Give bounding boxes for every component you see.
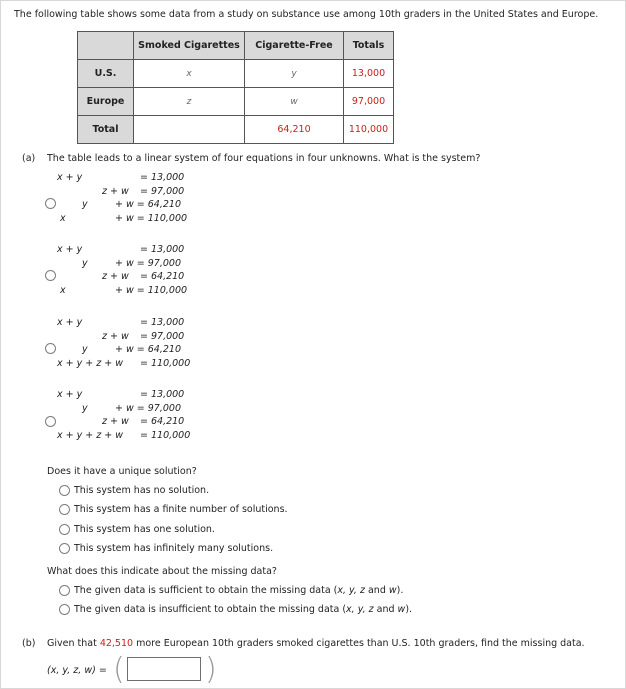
left-paren-icon: (	[113, 652, 125, 687]
answer-label: (x, y, z, w) =	[47, 665, 107, 676]
unique-option-1-radio[interactable]	[59, 485, 70, 496]
table-cell: y	[245, 60, 344, 88]
header-totals: Totals	[344, 32, 394, 60]
unique-question: Does it have a unique solution?	[47, 466, 197, 477]
system-option-4-radio[interactable]	[45, 416, 56, 427]
table-row	[78, 60, 394, 88]
part-a-label: (a)	[22, 153, 36, 164]
table-cell: 64,210	[245, 116, 344, 144]
part-b-label: (b)	[22, 638, 36, 649]
missing-question: What does this indicate about the missing data?	[47, 566, 277, 577]
table-cell: w	[245, 88, 344, 116]
row-label: Europe	[78, 88, 134, 116]
unique-option-2-label[interactable]: This system has a finite number of solutions.	[74, 504, 288, 515]
missing-option-2-radio[interactable]	[59, 604, 70, 615]
header-free: Cigarette-Free	[245, 32, 344, 60]
table-header-row	[78, 32, 394, 60]
unique-option-3-label[interactable]: This system has one solution.	[74, 524, 215, 535]
missing-option-1-radio[interactable]	[59, 585, 70, 596]
row-label: U.S.	[78, 60, 134, 88]
row-label: Total	[78, 116, 134, 144]
table-corner	[78, 32, 134, 60]
part-b-question: Given that 42,510 more European 10th graders smoked cigarettes than U.S. 10th graders, find the missing data.	[47, 638, 585, 649]
table-cell: 110,000	[344, 116, 394, 144]
unique-option-3-radio[interactable]	[59, 524, 70, 535]
unique-option-4-label[interactable]: This system has infinitely many solutions.	[74, 543, 274, 554]
table-cell: 13,000	[344, 60, 394, 88]
missing-option-2-label[interactable]: The given data is insufficient to obtain the missing data (x, y, z and w).	[74, 604, 413, 615]
unique-option-4-radio[interactable]	[59, 543, 70, 554]
header-smoked: Smoked Cigarettes	[134, 32, 245, 60]
highlight-value: 42,510	[99, 638, 134, 649]
table-cell: x	[134, 60, 245, 88]
table-row	[78, 88, 394, 116]
system-option-2-radio[interactable]	[45, 270, 56, 281]
right-paren-icon: )	[205, 652, 217, 687]
table-cell	[134, 116, 245, 144]
table-cell: 97,000	[344, 88, 394, 116]
table-cell: z	[134, 88, 245, 116]
missing-option-1-label[interactable]: The given data is sufficient to obtain the missing data (x, y, z and w).	[74, 585, 404, 596]
unique-option-2-radio[interactable]	[59, 504, 70, 515]
table-row	[78, 116, 394, 144]
system-option-3-radio[interactable]	[45, 343, 56, 354]
data-table	[77, 31, 394, 144]
system-option-1-radio[interactable]	[45, 198, 56, 209]
intro-text: The following table shows some data from a study on substance use among 10th graders in the United States and Europe.	[14, 9, 599, 20]
unique-option-1-label[interactable]: This system has no solution.	[74, 485, 210, 496]
answer-input[interactable]	[127, 657, 201, 681]
part-a-question: The table leads to a linear system of four equations in four unknowns. What is the system?	[47, 153, 481, 164]
